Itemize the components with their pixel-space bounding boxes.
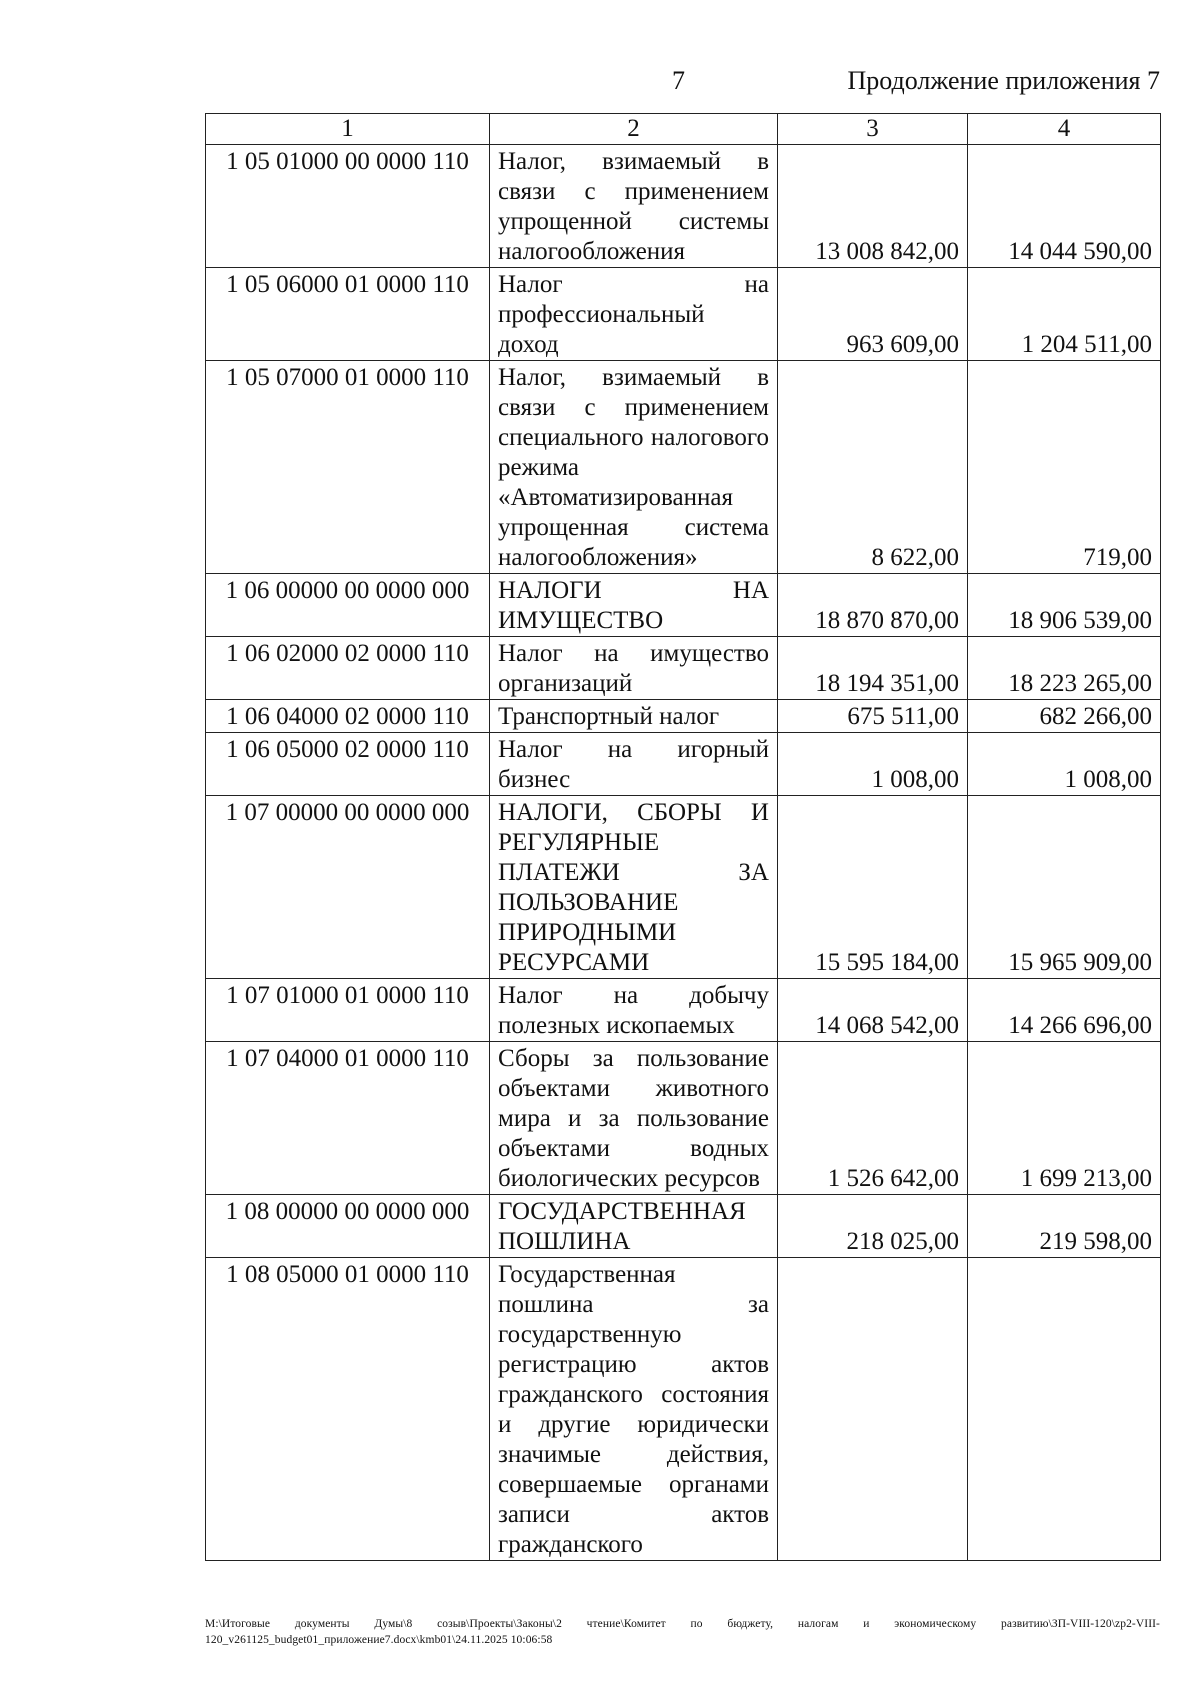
row-code: 1 08 05000 01 0000 110 (206, 1258, 490, 1561)
row-value-col4: 15 965 909,00 (968, 796, 1161, 979)
table-row (206, 1258, 1161, 1561)
row-value-col4: 719,00 (968, 361, 1161, 574)
row-value-col4 (968, 1258, 1161, 1561)
row-value-col3: 1 526 642,00 (778, 1042, 968, 1195)
column-header-4: 4 (968, 114, 1161, 145)
column-header-3: 3 (778, 114, 968, 145)
row-value-col4: 14 044 590,00 (968, 145, 1161, 268)
row-value-col4: 219 598,00 (968, 1195, 1161, 1258)
row-value-col4: 1 008,00 (968, 733, 1161, 796)
row-code: 1 05 07000 01 0000 110 (206, 361, 490, 574)
row-name: НАЛОГИ НА ИМУЩЕСТВО (490, 574, 778, 637)
column-header-2: 2 (490, 114, 778, 145)
row-code: 1 08 00000 00 0000 000 (206, 1195, 490, 1258)
table-row (206, 700, 1161, 733)
row-value-col3: 13 008 842,00 (778, 145, 968, 268)
table-row (206, 979, 1161, 1042)
row-code: 1 06 02000 02 0000 110 (206, 637, 490, 700)
document-path-footer: M:\Итоговые документы Думы\8 созыв\Проекты\Законы\2 чтение\Комитет по бюджету, налогам и экономическому развитию\ЗП-VIII-120\zp2-VIII-120_v261125_budget01_приложение7.docx\kmb01\24.11.2025 10:06:58 (205, 1618, 1160, 1646)
row-value-col4: 14 266 696,00 (968, 979, 1161, 1042)
page-number: 7 (672, 66, 685, 95)
table-row (206, 733, 1161, 796)
table-row (206, 145, 1161, 268)
row-value-col4: 1 204 511,00 (968, 268, 1161, 361)
table-row (206, 796, 1161, 979)
row-value-col3: 218 025,00 (778, 1195, 968, 1258)
row-value-col3 (778, 1258, 968, 1561)
table-row (206, 361, 1161, 574)
row-value-col3: 1 008,00 (778, 733, 968, 796)
column-header-1: 1 (206, 114, 490, 145)
row-value-col3: 18 194 351,00 (778, 637, 968, 700)
row-name: Налог на профессиональный доход (490, 268, 778, 361)
row-value-col3: 675 511,00 (778, 700, 968, 733)
row-code: 1 06 00000 00 0000 000 (206, 574, 490, 637)
row-code: 1 06 05000 02 0000 110 (206, 733, 490, 796)
row-name: ГОСУДАРСТВЕННАЯ ПОШЛИНА (490, 1195, 778, 1258)
row-code: 1 07 00000 00 0000 000 (206, 796, 490, 979)
table-row (206, 574, 1161, 637)
table-row (206, 1195, 1161, 1258)
table-row (206, 268, 1161, 361)
table-row (206, 637, 1161, 700)
row-code: 1 05 06000 01 0000 110 (206, 268, 490, 361)
continuation-label: Продолжение приложения 7 (847, 66, 1160, 95)
row-value-col3: 963 609,00 (778, 268, 968, 361)
row-value-col4: 18 223 265,00 (968, 637, 1161, 700)
row-name: НАЛОГИ, СБОРЫ И РЕГУЛЯРНЫЕ ПЛАТЕЖИ ЗА ПОЛЬЗОВАНИЕ ПРИРОДНЫМИ РЕСУРСАМИ (490, 796, 778, 979)
table-row (206, 1042, 1161, 1195)
table-header-row (206, 114, 1161, 145)
budget-table (205, 113, 1161, 1561)
row-name: Налог на имущество организаций (490, 637, 778, 700)
row-value-col3: 8 622,00 (778, 361, 968, 574)
row-name: Сборы за пользование объектами животного мира и за пользование объектами водных биологических ресурсов (490, 1042, 778, 1195)
row-value-col4: 1 699 213,00 (968, 1042, 1161, 1195)
row-value-col3: 18 870 870,00 (778, 574, 968, 637)
row-name: Налог на добычу полезных ископаемых (490, 979, 778, 1042)
row-name: Налог, взимаемый в связи с применением упрощенной системы налогообложения (490, 145, 778, 268)
row-code: 1 05 01000 00 0000 110 (206, 145, 490, 268)
row-value-col4: 682 266,00 (968, 700, 1161, 733)
row-value-col3: 15 595 184,00 (778, 796, 968, 979)
row-name: Транспортный налог (490, 700, 778, 733)
row-value-col3: 14 068 542,00 (778, 979, 968, 1042)
row-code: 1 07 01000 01 0000 110 (206, 979, 490, 1042)
row-code: 1 07 04000 01 0000 110 (206, 1042, 490, 1195)
row-name: Налог, взимаемый в связи с применением специального налогового режима «Автоматизированная упрощенная система налогообложения» (490, 361, 778, 574)
row-name: Государственная пошлина за государственную регистрацию актов гражданского состояния и другие юридически значимые действия, совершаемые органами записи актов гражданского (490, 1258, 778, 1561)
row-name: Налог на игорный бизнес (490, 733, 778, 796)
row-value-col4: 18 906 539,00 (968, 574, 1161, 637)
row-code: 1 06 04000 02 0000 110 (206, 700, 490, 733)
